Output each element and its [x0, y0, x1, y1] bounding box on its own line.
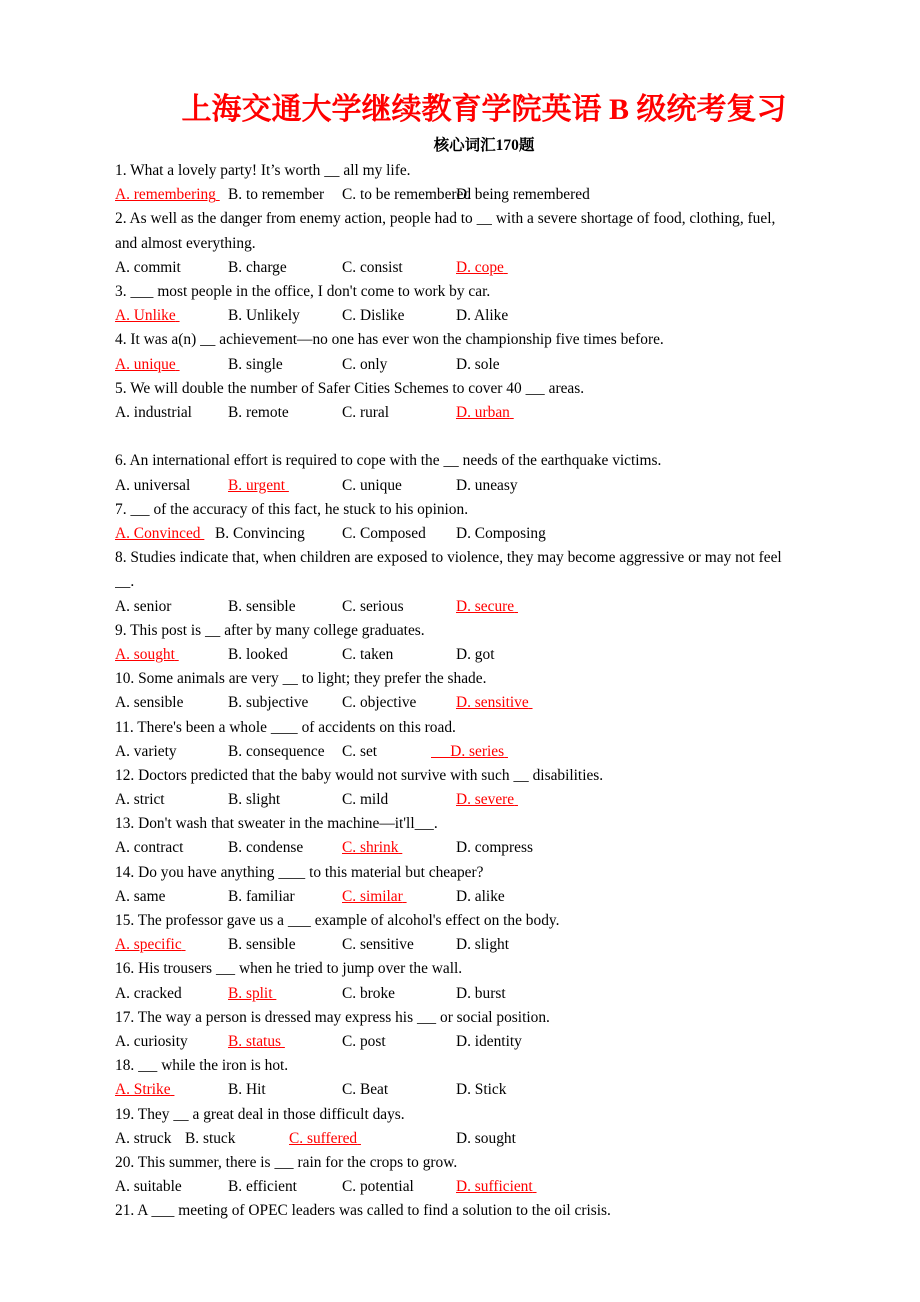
- option-a-correct[interactable]: A. Unlike: [115, 307, 176, 325]
- option-row: [115, 1175, 853, 1199]
- option-b[interactable]: B. Convincing: [215, 524, 305, 542]
- option-a-correct[interactable]: A. unique: [115, 355, 176, 373]
- option-c-correct[interactable]: C. shrink: [342, 839, 399, 857]
- question-stem: 3. most people in the office, I don't come to work by car.: [115, 282, 491, 300]
- option-b[interactable]: B. condense: [228, 839, 304, 857]
- option-c[interactable]: C. set: [342, 742, 378, 760]
- option-row: [115, 1030, 853, 1054]
- question-stem: 21. A meeting of OPEC leaders was called to find a solution to the oil crisis.: [115, 1202, 611, 1220]
- option-b-correct[interactable]: B. status: [228, 1033, 282, 1051]
- question-stem: 8. Studies indicate that, when children are exposed to violence, they may become aggressive or may not feel: [115, 549, 782, 567]
- fill-in-blank: [130, 501, 149, 518]
- option-b[interactable]: B. subjective: [228, 694, 309, 712]
- option-row: [115, 353, 853, 377]
- option-row: [115, 788, 853, 812]
- option-row: [115, 522, 853, 546]
- option-a-correct[interactable]: A. Strike: [115, 1081, 171, 1099]
- option-d-correct[interactable]: D. secure: [456, 597, 515, 615]
- fill-in-blank: [526, 380, 545, 397]
- option-c[interactable]: C. consist: [342, 258, 403, 276]
- fill-in-blank: [216, 960, 235, 977]
- option-c[interactable]: C. broke: [342, 984, 396, 1002]
- option-c[interactable]: C. unique: [342, 476, 402, 494]
- option-a[interactable]: A. senior: [115, 597, 172, 615]
- question-stem: 13. Don't wash that sweater in the machine—it'll .: [115, 815, 438, 833]
- question-stem: 7. of the accuracy of this fact, he stuck to his opinion.: [115, 500, 469, 518]
- fill-in-blank: [173, 1106, 188, 1123]
- option-a-correct[interactable]: A. sought: [115, 645, 175, 663]
- option-d[interactable]: D. Composing: [456, 524, 546, 542]
- question-stem: 14. Do you have anything to this material but cheaper?: [115, 863, 484, 881]
- option-d[interactable]: D. sole: [456, 355, 500, 373]
- option-row: [115, 1078, 853, 1102]
- option-d[interactable]: D. Alike: [456, 307, 509, 325]
- page-subtitle: 核心词汇170题: [433, 137, 535, 154]
- option-d-correct[interactable]: D. cope: [456, 258, 504, 276]
- option-row: [115, 836, 853, 860]
- option-c[interactable]: C. Dislike: [342, 307, 405, 325]
- fill-in-blank: [271, 719, 298, 736]
- option-b[interactable]: B. charge: [228, 258, 287, 276]
- option-b[interactable]: B. slight: [228, 791, 281, 809]
- option-c[interactable]: C. Beat: [342, 1081, 389, 1099]
- question-stem: 19. They a great deal in those difficult days.: [115, 1105, 405, 1123]
- question-stem: 4. It was a(n) achievement—no one has ever won the championship five times before.: [115, 331, 664, 349]
- option-row: [115, 643, 853, 667]
- option-row: [115, 933, 853, 957]
- option-c[interactable]: C. potential: [342, 1178, 414, 1196]
- paragraph-spacer: [115, 425, 853, 449]
- option-b[interactable]: B. Hit: [228, 1081, 266, 1099]
- option-b[interactable]: B. sensible: [228, 936, 296, 954]
- option-c[interactable]: C. serious: [342, 597, 404, 615]
- option-c[interactable]: C. Composed: [342, 524, 426, 542]
- fill-in-blank: [288, 912, 311, 929]
- fill-in-blank: [274, 1154, 293, 1171]
- question-stem: 6. An international effort is required to cope with the needs of the earthquake victims.: [115, 452, 662, 470]
- option-c-correct[interactable]: C. similar: [342, 887, 403, 905]
- question-stem-continued: and almost everything.: [115, 234, 256, 252]
- option-b[interactable]: B. consequence: [228, 742, 325, 760]
- option-d[interactable]: D. being remembered: [456, 186, 590, 204]
- question-stem: 16. His trousers when he tried to jump over the wall.: [115, 960, 463, 978]
- fill-in-blank: [417, 1009, 436, 1026]
- question-stem: 18. while the iron is hot.: [115, 1057, 289, 1075]
- question-stem: 11. There's been a whole of accidents on this road.: [115, 718, 456, 736]
- fill-in-blank: [513, 767, 528, 784]
- fill-in-blank: [283, 670, 298, 687]
- option-row: [115, 691, 853, 715]
- option-a[interactable]: A. struck: [115, 1129, 172, 1147]
- option-b[interactable]: B. remote: [228, 403, 289, 421]
- option-row: [115, 474, 853, 498]
- option-c[interactable]: C. to be remembered: [342, 186, 472, 204]
- fill-in-blank: [324, 162, 339, 179]
- option-c[interactable]: C. post: [342, 1033, 386, 1051]
- option-row: [115, 885, 853, 909]
- option-b[interactable]: B. familiar: [228, 887, 295, 905]
- fill-in-blank: [415, 815, 434, 832]
- fill-in-blank: [278, 864, 305, 881]
- option-a[interactable]: A. strict: [115, 791, 165, 809]
- question-stem: 20. This summer, there is rain for the crops to grow.: [115, 1154, 458, 1172]
- option-d-correct[interactable]: D. sufficient: [456, 1178, 533, 1196]
- option-c-correct[interactable]: C. suffered: [289, 1129, 358, 1147]
- fill-in-blank: [138, 1057, 157, 1074]
- option-row: [115, 304, 853, 328]
- fill-in-blank: [205, 622, 220, 639]
- option-row: [115, 256, 853, 280]
- option-row: [115, 595, 853, 619]
- fill-in-blank: [115, 573, 130, 590]
- option-d[interactable]: D. Stick: [456, 1081, 507, 1099]
- fill-in-blank: [130, 283, 153, 300]
- option-d[interactable]: D. identity: [456, 1033, 522, 1051]
- option-d-correct[interactable]: D. severe: [456, 791, 515, 809]
- question-stem-continued: .: [115, 570, 853, 594]
- option-a-correct[interactable]: A. remembering: [115, 186, 216, 204]
- option-a-correct[interactable]: A. specific: [115, 936, 182, 954]
- option-a[interactable]: A. variety: [115, 742, 177, 760]
- question-stem: 10. Some animals are very to light; they prefer the shade.: [115, 670, 487, 688]
- option-c[interactable]: C. mild: [342, 791, 389, 809]
- option-d[interactable]: D. sought: [456, 1129, 516, 1147]
- fill-in-blank: [151, 1202, 174, 1219]
- option-c[interactable]: C. objective: [342, 694, 417, 712]
- option-row: [115, 183, 853, 207]
- option-c[interactable]: C. taken: [342, 645, 394, 663]
- option-b[interactable]: B. to remember: [228, 186, 325, 204]
- question-list: [115, 159, 853, 1224]
- option-a[interactable]: A. curiosity: [115, 1033, 188, 1051]
- option-a-correct[interactable]: A. Convinced: [115, 524, 201, 542]
- option-b-correct[interactable]: B. split: [228, 984, 273, 1002]
- option-a[interactable]: A. sensible: [115, 694, 184, 712]
- page-title: 上海交通大学继续教育学院英语 B 级统考复习: [181, 93, 787, 126]
- option-a[interactable]: A. same: [115, 887, 166, 905]
- option-d-correct[interactable]: D. urban: [456, 403, 510, 421]
- fill-in-blank: [477, 210, 492, 227]
- option-b[interactable]: B. stuck: [185, 1129, 236, 1147]
- option-a[interactable]: A. industrial: [115, 403, 192, 421]
- option-b[interactable]: B. looked: [228, 645, 288, 663]
- option-a[interactable]: A. cracked: [115, 984, 182, 1002]
- option-d[interactable]: D. uneasy: [456, 476, 518, 494]
- option-b[interactable]: B. single: [228, 355, 283, 373]
- option-b[interactable]: B. Unlikely: [228, 307, 300, 325]
- question-stem: 15. The professor gave us a example of alcohol's effect on the body.: [115, 912, 560, 930]
- question-stem: 17. The way a person is dressed may express his or social position.: [115, 1008, 550, 1026]
- option-d[interactable]: D. burst: [456, 984, 506, 1002]
- option-d[interactable]: D. got: [456, 645, 495, 663]
- option-d[interactable]: D. slight: [456, 936, 510, 954]
- question-stem: 2. As well as the danger from enemy action, people had to with a severe shortage of food, clothing, fuel,: [115, 210, 776, 228]
- option-c[interactable]: C. rural: [342, 403, 390, 421]
- fill-in-blank: [443, 452, 458, 469]
- question-stem: 5. We will double the number of Safer Cities Schemes to cover 40 areas.: [115, 379, 585, 397]
- option-d-correct[interactable]: D. sensitive: [456, 694, 529, 712]
- option-c[interactable]: C. only: [342, 355, 388, 373]
- option-d[interactable]: D. alike: [456, 887, 505, 905]
- option-c[interactable]: C. sensitive: [342, 936, 414, 954]
- option-row: [115, 401, 853, 425]
- option-row: [115, 740, 853, 764]
- option-row: [115, 1127, 853, 1151]
- fill-in-blank: [200, 331, 215, 348]
- option-a[interactable]: A. suitable: [115, 1178, 182, 1196]
- option-d[interactable]: D. compress: [456, 839, 533, 857]
- question-stem: 9. This post is after by many college graduates.: [115, 621, 425, 639]
- option-b[interactable]: B. sensible: [228, 597, 296, 615]
- document-content: [115, 0, 853, 1224]
- option-b[interactable]: B. efficient: [228, 1178, 297, 1196]
- option-b-correct[interactable]: B. urgent: [228, 476, 286, 494]
- option-a[interactable]: A. contract: [115, 839, 184, 857]
- option-d-correct[interactable]: D. series: [450, 742, 505, 760]
- question-stem: 1. What a lovely party! It’s worth all my life.: [115, 162, 411, 179]
- option-row: [115, 982, 853, 1006]
- option-a[interactable]: A. universal: [115, 476, 191, 494]
- question-stem: 12. Doctors predicted that the baby would not survive with such disabilities.: [115, 766, 604, 784]
- option-a[interactable]: A. commit: [115, 258, 181, 276]
